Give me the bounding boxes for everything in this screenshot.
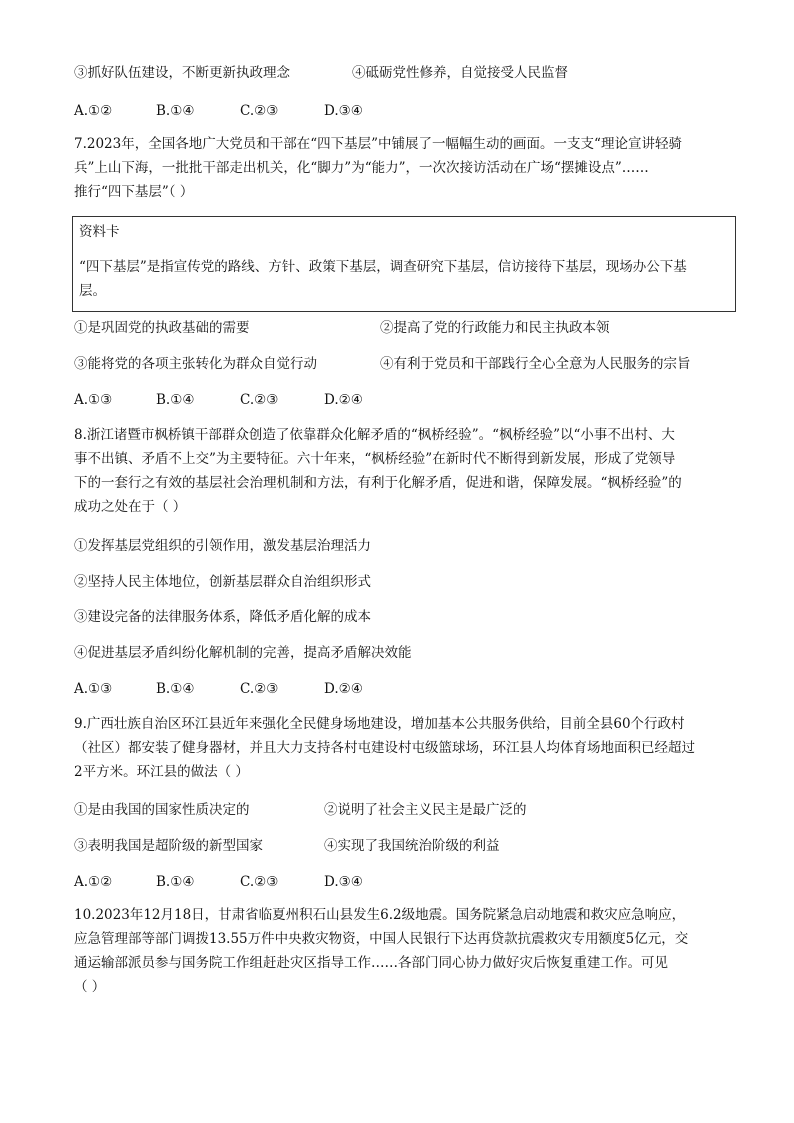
q8-option-4: ④促进基层矛盾纠纷化解机制的完善，提高矛盾解决效能 bbox=[74, 645, 412, 661]
q8-stem-line: 事不出镇、矛盾不上交”为主要特征。六十年来，“枫桥经验”在新时代不断得到新发展，形成了党领导 bbox=[74, 451, 676, 467]
q10-stem-line: 通运输部派员参与国务院工作组赶赴灾区指导工作……各部门同心协力做好灾后恢复重建工作。可见 bbox=[74, 955, 668, 971]
q8-answers bbox=[74, 680, 363, 698]
q9-option-2: ②说明了社会主义民主是最广泛的 bbox=[324, 802, 527, 818]
q7-stem-line: 推行“四下基层”（ ） bbox=[74, 184, 194, 200]
q7-stem-line: 兵”上山下海，一批批干部走出机关，化“脚力”为“能力”，一次次接访活动在广场“摆摊设点”…… bbox=[74, 160, 649, 176]
answer-b: B.①④ bbox=[156, 103, 195, 119]
q6-option-4: ④砥砺党性修养，自觉接受人民监督 bbox=[352, 65, 568, 81]
answer-a: A.①③ bbox=[74, 681, 113, 697]
q8-option-3: ③建设完备的法律服务体系，降低矛盾化解的成本 bbox=[74, 609, 371, 625]
answer-a: A.①③ bbox=[74, 392, 113, 408]
answer-c: C.②③ bbox=[240, 392, 279, 408]
info-card-body bbox=[79, 255, 729, 303]
q9-stem-line: 9.广西壮族自治区环江县近年来强化全民健身场地建设，增加基本公共服务供给，目前全县60个行政村 bbox=[74, 716, 685, 732]
q7-option-3: ③能将党的各项主张转化为群众自觉行动 bbox=[74, 356, 317, 372]
answer-d: D.②④ bbox=[324, 681, 363, 697]
q7-option-1: ①是巩固党的执政基础的需要 bbox=[74, 320, 250, 336]
answer-b: B.①④ bbox=[156, 874, 195, 890]
answer-b: B.①④ bbox=[156, 392, 195, 408]
q7-option-2: ②提高了党的行政能力和民主执政本领 bbox=[380, 320, 610, 336]
q9-stem bbox=[74, 712, 724, 784]
q9-option-1: ①是由我国的国家性质决定的 bbox=[74, 802, 250, 818]
q10-stem bbox=[74, 903, 724, 999]
q9-option-3: ③表明我国是超阶级的新型国家 bbox=[74, 838, 263, 854]
answer-a: A.①② bbox=[74, 874, 113, 890]
q7-answers bbox=[74, 391, 363, 409]
q9-answers bbox=[74, 873, 363, 891]
q9-option-4: ④实现了我国统治阶级的利益 bbox=[324, 838, 500, 854]
answer-d: D.②④ bbox=[324, 392, 363, 408]
q9-stem-line: 2平方米。环江县的做法（ ） bbox=[74, 764, 249, 780]
q6-answers bbox=[74, 102, 363, 120]
q10-stem-line: 10.2023年12月18日，甘肃省临夏州积石山县发生6.2级地震。国务院紧急启动地震和救灾应急响应， bbox=[74, 907, 686, 923]
q7-stem-line: 7.2023年，全国各地广大党员和干部在“四下基层”中铺展了一幅幅生动的画面。一支支“理论宣讲轻骑 bbox=[74, 136, 682, 152]
answer-c: C.②③ bbox=[240, 681, 279, 697]
q8-option-1: ①发挥基层党组织的引领作用，激发基层治理活力 bbox=[74, 538, 371, 554]
q8-stem-line: 下的一套行之有效的基层社会治理机制和方法，有利于化解矛盾，促进和谐，保障发展。“枫桥经验”的 bbox=[74, 475, 682, 491]
answer-d: D.③④ bbox=[324, 874, 363, 890]
answer-c: C.②③ bbox=[240, 103, 279, 119]
info-card-title: 资料卡 bbox=[79, 224, 120, 240]
answer-b: B.①④ bbox=[156, 681, 195, 697]
info-card bbox=[72, 216, 736, 312]
q9-stem-line: （社区）都安装了健身器材，并且大力支持各村屯建设村屯级篮球场，环江县人均体育场地面积已经超过 bbox=[74, 740, 695, 756]
answer-a: A.①② bbox=[74, 103, 113, 119]
info-card-line: “四下基层”是指宣传党的路线、方针、政策下基层，调查研究下基层，信访接待下基层，现场办公下基 bbox=[79, 259, 687, 275]
q10-stem-line: （ ） bbox=[74, 979, 106, 995]
q8-stem bbox=[74, 423, 724, 519]
q6-option-3: ③抓好队伍建设，不断更新执政理念 bbox=[74, 65, 290, 81]
q7-option-4: ④有利于党员和干部践行全心全意为人民服务的宗旨 bbox=[380, 356, 691, 372]
q8-option-2: ②坚持人民主体地位，创新基层群众自治组织形式 bbox=[74, 574, 371, 590]
q8-stem-line: 8.浙江诸暨市枫桥镇干部群众创造了依靠群众化解矛盾的“枫桥经验”。“枫桥经验”以“小事不出村、大 bbox=[74, 427, 675, 443]
info-card-line: 层。 bbox=[79, 283, 106, 299]
q7-stem bbox=[74, 132, 724, 204]
answer-c: C.②③ bbox=[240, 874, 279, 890]
q8-stem-line: 成功之处在于（ ） bbox=[74, 499, 187, 515]
q10-stem-line: 应急管理部等部门调拨13.55万件中央救灾物资，中国人民银行下达再贷款抗震救灾专用额度5亿元，交 bbox=[74, 931, 689, 947]
answer-d: D.③④ bbox=[324, 103, 363, 119]
